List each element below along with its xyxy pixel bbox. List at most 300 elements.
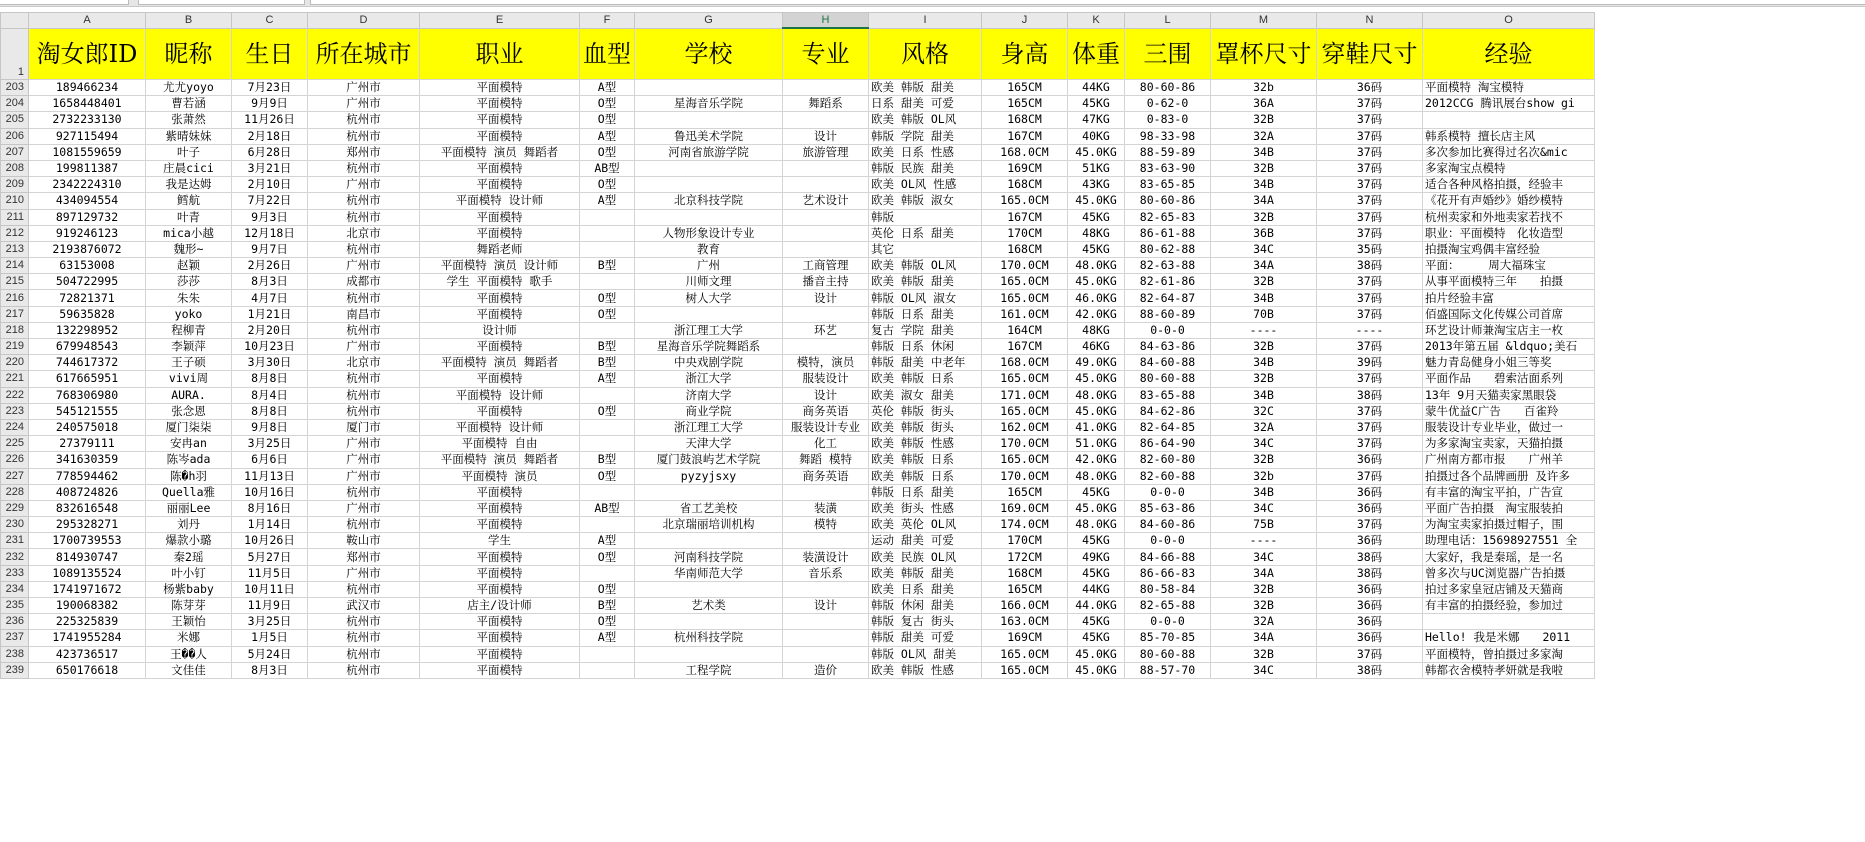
cell[interactable]: 服装设计专业 xyxy=(783,419,869,435)
cell[interactable]: 86-66-83 xyxy=(1125,565,1211,581)
cell[interactable]: 168.0CM xyxy=(982,144,1068,160)
cell[interactable]: 169CM xyxy=(982,630,1068,646)
cell[interactable]: 平面模特 自由 xyxy=(420,436,580,452)
cell[interactable]: 85-70-85 xyxy=(1125,630,1211,646)
cell[interactable]: 欧美 韩版 性感 xyxy=(869,436,982,452)
cell[interactable]: 1月21日 xyxy=(232,306,308,322)
cell[interactable]: 9月3日 xyxy=(232,209,308,225)
cell[interactable]: 170.0CM xyxy=(982,436,1068,452)
cell[interactable] xyxy=(783,241,869,257)
cell[interactable]: 814930747 xyxy=(29,549,146,565)
cell[interactable]: 59635828 xyxy=(29,306,146,322)
cell[interactable]: 欧美 韩版 甜美 xyxy=(869,80,982,96)
cell[interactable]: O型 xyxy=(580,177,635,193)
cell[interactable]: 37码 xyxy=(1317,436,1423,452)
cell[interactable]: 平面模特 xyxy=(420,646,580,662)
cell[interactable]: 杭州市 xyxy=(308,646,420,662)
cell[interactable]: B型 xyxy=(580,258,635,274)
cell[interactable]: 165CM xyxy=(982,484,1068,500)
cell[interactable]: 韩版 民族 甜美 xyxy=(869,160,982,176)
cell[interactable]: 韩版 甜美 中老年 xyxy=(869,355,982,371)
row-header[interactable]: 233 xyxy=(1,565,29,581)
cell[interactable]: 服装设计 xyxy=(783,371,869,387)
header-cell[interactable]: 生日 xyxy=(232,28,308,80)
row-header[interactable]: 224 xyxy=(1,419,29,435)
cell[interactable]: 平面模特 xyxy=(420,209,580,225)
row-header[interactable]: 238 xyxy=(1,646,29,662)
cell[interactable]: Hello! 我是米娜 2011 xyxy=(1423,630,1595,646)
cell[interactable]: 星海音乐学院 xyxy=(635,96,783,112)
cell[interactable]: 165.0CM xyxy=(982,274,1068,290)
cell[interactable]: 34C xyxy=(1211,241,1317,257)
cell[interactable]: 38码 xyxy=(1317,258,1423,274)
cell[interactable]: 杭州卖家和外地卖家若找不 xyxy=(1423,209,1595,225)
cell[interactable]: 37码 xyxy=(1317,339,1423,355)
cell[interactable]: 12月18日 xyxy=(232,225,308,241)
header-cell[interactable]: 身高 xyxy=(982,28,1068,80)
cell[interactable]: 37码 xyxy=(1317,128,1423,144)
header-cell[interactable]: 学校 xyxy=(635,28,783,80)
cell[interactable]: 80-60-86 xyxy=(1125,80,1211,96)
cell[interactable]: 32B xyxy=(1211,112,1317,128)
cell[interactable]: 45.0KG xyxy=(1068,662,1125,678)
row-header[interactable]: 225 xyxy=(1,436,29,452)
cell[interactable] xyxy=(580,646,635,662)
cell[interactable]: 欧美 韩版 日系 xyxy=(869,468,982,484)
cell[interactable]: 省工艺美校 xyxy=(635,500,783,516)
cell[interactable]: 36A xyxy=(1211,96,1317,112)
cell[interactable]: 从事平面模特三年 拍摄 xyxy=(1423,274,1595,290)
cell[interactable]: 平面： 周大福珠宝 xyxy=(1423,258,1595,274)
cell[interactable]: 240575018 xyxy=(29,419,146,435)
cell[interactable]: 82-60-80 xyxy=(1125,452,1211,468)
cell[interactable]: 有丰富的拍摄经验，参加过 xyxy=(1423,598,1595,614)
cell[interactable]: 45KG xyxy=(1068,630,1125,646)
cell[interactable]: B型 xyxy=(580,598,635,614)
cell[interactable]: 34B xyxy=(1211,290,1317,306)
cell[interactable]: B型 xyxy=(580,355,635,371)
cell[interactable]: 45.0KG xyxy=(1068,193,1125,209)
cell[interactable]: 32B xyxy=(1211,339,1317,355)
cell[interactable]: 0-62-0 xyxy=(1125,96,1211,112)
column-header-o[interactable]: O xyxy=(1423,13,1595,29)
cell[interactable]: 832616548 xyxy=(29,500,146,516)
cell[interactable]: 9月8日 xyxy=(232,419,308,435)
cell[interactable]: 6月6日 xyxy=(232,452,308,468)
cell[interactable]: 11月5日 xyxy=(232,565,308,581)
cell[interactable]: 84-63-86 xyxy=(1125,339,1211,355)
cell[interactable]: 48.0KG xyxy=(1068,387,1125,403)
cell[interactable]: 丽丽Lee xyxy=(146,500,232,516)
cell[interactable]: 韩系模特 擅长店主风 xyxy=(1423,128,1595,144)
cell[interactable]: 170.0CM xyxy=(982,468,1068,484)
row-header[interactable]: 211 xyxy=(1,209,29,225)
cell[interactable]: 169.0CM xyxy=(982,500,1068,516)
cell[interactable]: 170.0CM xyxy=(982,258,1068,274)
cell[interactable]: 朱朱 xyxy=(146,290,232,306)
cell[interactable]: 45.0KG xyxy=(1068,144,1125,160)
cell[interactable]: 叶小钉 xyxy=(146,565,232,581)
cell[interactable]: 《花开有声婚纱》婚纱模特 xyxy=(1423,193,1595,209)
header-cell[interactable]: 淘女郎ID xyxy=(29,28,146,80)
cell[interactable]: 34C xyxy=(1211,436,1317,452)
cell[interactable]: 紫晴妹妹 xyxy=(146,128,232,144)
cell[interactable]: 2012CCG 腾讯展台show gi xyxy=(1423,96,1595,112)
cell[interactable] xyxy=(783,112,869,128)
cell[interactable]: 1月14日 xyxy=(232,517,308,533)
cell[interactable]: 北京市 xyxy=(308,355,420,371)
cell[interactable]: 919246123 xyxy=(29,225,146,241)
cell[interactable]: 80-62-88 xyxy=(1125,241,1211,257)
cell[interactable]: 浙江理工大学 xyxy=(635,322,783,338)
cell[interactable]: 5月24日 xyxy=(232,646,308,662)
cell[interactable]: 37码 xyxy=(1317,290,1423,306)
cell[interactable]: 1700739553 xyxy=(29,533,146,549)
cell[interactable]: 1741971672 xyxy=(29,581,146,597)
cell[interactable]: 川师文理 xyxy=(635,274,783,290)
cell[interactable] xyxy=(635,484,783,500)
cell[interactable]: 408724826 xyxy=(29,484,146,500)
cell[interactable]: 陈岑ada xyxy=(146,452,232,468)
cell[interactable]: 济南大学 xyxy=(635,387,783,403)
cell[interactable]: 平面模特 xyxy=(420,581,580,597)
cell[interactable]: 190068382 xyxy=(29,598,146,614)
cell[interactable]: 51.0KG xyxy=(1068,436,1125,452)
cell[interactable]: 平面模特 xyxy=(420,225,580,241)
cell[interactable]: 为多家淘宝卖家，天猫拍摄 xyxy=(1423,436,1595,452)
cell[interactable]: 广州市 xyxy=(308,80,420,96)
cell[interactable]: 168CM xyxy=(982,565,1068,581)
cell[interactable]: 80-60-88 xyxy=(1125,646,1211,662)
cell[interactable]: 45KG xyxy=(1068,96,1125,112)
cell[interactable]: 平面模特 xyxy=(420,290,580,306)
cell[interactable]: 40KG xyxy=(1068,128,1125,144)
cell[interactable]: 34C xyxy=(1211,662,1317,678)
cell[interactable]: 韩版 学院 甜美 xyxy=(869,128,982,144)
cell[interactable]: 广州 xyxy=(635,258,783,274)
cell[interactable]: 刘丹 xyxy=(146,517,232,533)
cell[interactable]: 32B xyxy=(1211,160,1317,176)
cell[interactable]: 星海音乐学院舞蹈系 xyxy=(635,339,783,355)
cell[interactable]: 86-61-88 xyxy=(1125,225,1211,241)
cell[interactable]: 36码 xyxy=(1317,598,1423,614)
cell[interactable]: 广州市 xyxy=(308,452,420,468)
cell[interactable] xyxy=(783,209,869,225)
header-cell[interactable]: 体重 xyxy=(1068,28,1125,80)
cell[interactable]: 鲁迅美术学院 xyxy=(635,128,783,144)
cell[interactable]: 广州市 xyxy=(308,258,420,274)
row-header[interactable]: 204 xyxy=(1,96,29,112)
cell[interactable]: 82-60-88 xyxy=(1125,468,1211,484)
cell[interactable]: 44KG xyxy=(1068,80,1125,96)
cell[interactable]: 郑州市 xyxy=(308,549,420,565)
cell[interactable] xyxy=(580,274,635,290)
cell[interactable]: 适合各种风格拍摄，经验丰 xyxy=(1423,177,1595,193)
cell[interactable]: 34C xyxy=(1211,549,1317,565)
cell[interactable]: 杭州市 xyxy=(308,614,420,630)
cell[interactable]: 45.0KG xyxy=(1068,274,1125,290)
cell[interactable]: 杭州市 xyxy=(308,209,420,225)
cell[interactable]: 165CM xyxy=(982,581,1068,597)
cell[interactable]: 32C xyxy=(1211,403,1317,419)
cell[interactable]: 杭州市 xyxy=(308,193,420,209)
row-header[interactable]: 218 xyxy=(1,322,29,338)
cell[interactable]: 88-57-70 xyxy=(1125,662,1211,678)
cell[interactable]: 安冉an xyxy=(146,436,232,452)
cell[interactable]: 43KG xyxy=(1068,177,1125,193)
cell[interactable]: 平面模特 演员 舞蹈者 xyxy=(420,452,580,468)
cell[interactable]: 10月23日 xyxy=(232,339,308,355)
cell[interactable]: 其它 xyxy=(869,241,982,257)
cell[interactable]: 英伦 韩版 街头 xyxy=(869,403,982,419)
cell[interactable]: 拍过多家皇冠店铺及天猫商 xyxy=(1423,581,1595,597)
cell[interactable]: 768306980 xyxy=(29,387,146,403)
cell[interactable]: 423736517 xyxy=(29,646,146,662)
cell[interactable]: 陈芽芽 xyxy=(146,598,232,614)
cell[interactable]: 韩版 OL风 甜美 xyxy=(869,646,982,662)
cell[interactable] xyxy=(783,306,869,322)
cell[interactable]: 广州市 xyxy=(308,436,420,452)
cell[interactable]: 37码 xyxy=(1317,306,1423,322)
cell[interactable]: 5月27日 xyxy=(232,549,308,565)
header-cell[interactable]: 职业 xyxy=(420,28,580,80)
cell[interactable]: 北京科技学院 xyxy=(635,193,783,209)
column-header-c[interactable]: C xyxy=(232,13,308,29)
cell[interactable]: 167CM xyxy=(982,339,1068,355)
row-header[interactable]: 205 xyxy=(1,112,29,128)
cell[interactable]: 45KG xyxy=(1068,565,1125,581)
cell[interactable]: 75B xyxy=(1211,517,1317,533)
cell[interactable]: 37码 xyxy=(1317,96,1423,112)
cell[interactable]: 36码 xyxy=(1317,614,1423,630)
cell[interactable]: 鳕航 xyxy=(146,193,232,209)
cell[interactable] xyxy=(783,80,869,96)
cell[interactable]: 张念恩 xyxy=(146,403,232,419)
cell[interactable] xyxy=(635,646,783,662)
cell[interactable]: 2732233130 xyxy=(29,112,146,128)
cell[interactable]: 3月25日 xyxy=(232,436,308,452)
cell[interactable]: 平面模特 xyxy=(420,128,580,144)
column-header-f[interactable]: F xyxy=(580,13,635,29)
row-header[interactable]: 226 xyxy=(1,452,29,468)
cell[interactable]: 3月21日 xyxy=(232,160,308,176)
cell[interactable]: 70B xyxy=(1211,306,1317,322)
cell[interactable]: 45.0KG xyxy=(1068,500,1125,516)
cell[interactable]: 45KG xyxy=(1068,533,1125,549)
cell[interactable]: 平面作品 碧索沽面系列 xyxy=(1423,371,1595,387)
cell[interactable]: 广州市 xyxy=(308,177,420,193)
cell[interactable]: 2月10日 xyxy=(232,177,308,193)
cell[interactable]: 树人大学 xyxy=(635,290,783,306)
cell[interactable]: 尤尤yoyo xyxy=(146,80,232,96)
cell[interactable]: 莎莎 xyxy=(146,274,232,290)
cell[interactable]: 南昌市 xyxy=(308,306,420,322)
cell[interactable]: 37码 xyxy=(1317,160,1423,176)
cell[interactable]: 设计 xyxy=(783,598,869,614)
cell[interactable] xyxy=(635,533,783,549)
cell[interactable]: O型 xyxy=(580,96,635,112)
cell[interactable]: 45KG xyxy=(1068,484,1125,500)
cell[interactable]: 浙江理工大学 xyxy=(635,419,783,435)
cell[interactable]: 王��人 xyxy=(146,646,232,662)
cell[interactable] xyxy=(783,646,869,662)
cell[interactable]: 模特，演员 xyxy=(783,355,869,371)
cell[interactable]: 平面模特 xyxy=(420,403,580,419)
cell[interactable]: 48.0KG xyxy=(1068,468,1125,484)
cell[interactable]: 欧美 韩版 甜美 xyxy=(869,274,982,290)
cell[interactable]: 72821371 xyxy=(29,290,146,306)
cell[interactable]: 平面模特 xyxy=(420,112,580,128)
cell[interactable]: 河南省旅游学院 xyxy=(635,144,783,160)
cell[interactable]: 华南师范大学 xyxy=(635,565,783,581)
cell[interactable]: 10月16日 xyxy=(232,484,308,500)
cell[interactable]: 45.0KG xyxy=(1068,403,1125,419)
row-header[interactable]: 219 xyxy=(1,339,29,355)
row-header[interactable]: 228 xyxy=(1,484,29,500)
cell[interactable] xyxy=(783,177,869,193)
cell[interactable]: 程柳青 xyxy=(146,322,232,338)
cell[interactable] xyxy=(783,484,869,500)
cell[interactable]: 34C xyxy=(1211,500,1317,516)
cell[interactable]: 7月23日 xyxy=(232,80,308,96)
cell[interactable]: 杨紫baby xyxy=(146,581,232,597)
cell[interactable]: 34B xyxy=(1211,144,1317,160)
cell[interactable]: 杭州市 xyxy=(308,241,420,257)
cell[interactable]: B型 xyxy=(580,339,635,355)
cell[interactable]: 杭州市 xyxy=(308,581,420,597)
cell[interactable]: 魅力青岛健身小姐三等奖 xyxy=(1423,355,1595,371)
cell[interactable]: 欧美 韩版 性感 xyxy=(869,662,982,678)
cell[interactable]: 84-62-86 xyxy=(1125,403,1211,419)
cell[interactable]: O型 xyxy=(580,144,635,160)
row-header[interactable]: 208 xyxy=(1,160,29,176)
row-header[interactable]: 234 xyxy=(1,581,29,597)
cell[interactable]: 叶青 xyxy=(146,209,232,225)
cell[interactable]: 32A xyxy=(1211,128,1317,144)
cell[interactable]: 8月4日 xyxy=(232,387,308,403)
cell[interactable]: 1741955284 xyxy=(29,630,146,646)
cell[interactable]: 37码 xyxy=(1317,225,1423,241)
cell[interactable]: 杭州市 xyxy=(308,112,420,128)
cell[interactable]: 82-61-86 xyxy=(1125,274,1211,290)
cell[interactable]: 34B xyxy=(1211,355,1317,371)
cell[interactable]: 39码 xyxy=(1317,355,1423,371)
cell[interactable]: 32B xyxy=(1211,646,1317,662)
cell[interactable]: 36码 xyxy=(1317,533,1423,549)
cell[interactable]: 897129732 xyxy=(29,209,146,225)
cell[interactable]: 48KG xyxy=(1068,225,1125,241)
cell[interactable] xyxy=(783,533,869,549)
cell[interactable]: 运动 甜美 可爱 xyxy=(869,533,982,549)
cell[interactable]: 欧美 民族 OL风 xyxy=(869,549,982,565)
cell[interactable]: 13年 9月天猫卖家黑眼袋 xyxy=(1423,387,1595,403)
cell[interactable]: 169CM xyxy=(982,160,1068,176)
cell[interactable]: 杭州市 xyxy=(308,128,420,144)
cell[interactable]: 欧美 日系 甜美 xyxy=(869,581,982,597)
cell[interactable]: 6月28日 xyxy=(232,144,308,160)
cell[interactable]: 平面模特 xyxy=(420,339,580,355)
cell[interactable]: 165.0CM xyxy=(982,371,1068,387)
cell[interactable]: 英伦 日系 甜美 xyxy=(869,225,982,241)
cell[interactable]: 韩都衣舍模特孝妍就是我啦 xyxy=(1423,662,1595,678)
cell[interactable]: 168CM xyxy=(982,177,1068,193)
cell[interactable]: 平面模特，曾拍摄过多家淘 xyxy=(1423,646,1595,662)
cell[interactable]: 北京瑞丽培训机构 xyxy=(635,517,783,533)
cell[interactable]: 欧美 OL风 性感 xyxy=(869,177,982,193)
header-cell[interactable]: 经验 xyxy=(1423,28,1595,80)
cell[interactable]: 大家好，我是秦瑶，是一名 xyxy=(1423,549,1595,565)
cell[interactable]: 48KG xyxy=(1068,322,1125,338)
cell[interactable]: 欧美 韩版 OL风 xyxy=(869,258,982,274)
cell[interactable]: 37码 xyxy=(1317,177,1423,193)
column-header-i[interactable]: I xyxy=(869,13,982,29)
cell[interactable]: 36码 xyxy=(1317,80,1423,96)
cell[interactable]: 2月26日 xyxy=(232,258,308,274)
cell[interactable] xyxy=(783,614,869,630)
cell[interactable]: 83-63-90 xyxy=(1125,160,1211,176)
cell[interactable]: 37码 xyxy=(1317,144,1423,160)
cell[interactable]: 168CM xyxy=(982,112,1068,128)
row-header[interactable]: 222 xyxy=(1,387,29,403)
cell[interactable]: 成都市 xyxy=(308,274,420,290)
cell[interactable]: 49.0KG xyxy=(1068,355,1125,371)
cell[interactable]: 0-0-0 xyxy=(1125,484,1211,500)
cell[interactable]: O型 xyxy=(580,581,635,597)
cell[interactable]: 32B xyxy=(1211,371,1317,387)
cell[interactable]: 11月9日 xyxy=(232,598,308,614)
cell[interactable]: 杭州市 xyxy=(308,371,420,387)
cell[interactable]: 8月16日 xyxy=(232,500,308,516)
cell[interactable]: 48.0KG xyxy=(1068,517,1125,533)
cell[interactable]: 模特 xyxy=(783,517,869,533)
cell[interactable]: 84-60-88 xyxy=(1125,355,1211,371)
cell[interactable]: 8月8日 xyxy=(232,371,308,387)
cell[interactable]: 34B xyxy=(1211,177,1317,193)
cell[interactable]: 38码 xyxy=(1317,565,1423,581)
cell[interactable]: 41.0KG xyxy=(1068,419,1125,435)
cell[interactable]: 170CM xyxy=(982,225,1068,241)
cell[interactable]: 厦门鼓浪屿艺术学院 xyxy=(635,452,783,468)
cell[interactable]: 2342224310 xyxy=(29,177,146,193)
cell[interactable]: 170CM xyxy=(982,533,1068,549)
cell[interactable]: 工程学院 xyxy=(635,662,783,678)
cell[interactable]: 赵颖 xyxy=(146,258,232,274)
row-header[interactable]: 229 xyxy=(1,500,29,516)
cell[interactable]: 平面模特 xyxy=(420,565,580,581)
cell[interactable]: 38码 xyxy=(1317,549,1423,565)
cell[interactable]: 杭州市 xyxy=(308,403,420,419)
cell[interactable]: 545121555 xyxy=(29,403,146,419)
cell[interactable]: 36码 xyxy=(1317,484,1423,500)
cell[interactable]: 2月18日 xyxy=(232,128,308,144)
cell[interactable]: 韩版 日系 休闲 xyxy=(869,339,982,355)
cell[interactable]: 84-60-86 xyxy=(1125,517,1211,533)
cell[interactable]: 浙江大学 xyxy=(635,371,783,387)
cell[interactable]: 2193876072 xyxy=(29,241,146,257)
cell[interactable]: 厦门市 xyxy=(308,419,420,435)
cell[interactable]: A型 xyxy=(580,630,635,646)
cell[interactable]: 日系 甜美 可爱 xyxy=(869,96,982,112)
cell[interactable]: O型 xyxy=(580,112,635,128)
row-header[interactable]: 212 xyxy=(1,225,29,241)
cell[interactable]: 艺术类 xyxy=(635,598,783,614)
cell[interactable]: 平面模特 xyxy=(420,96,580,112)
cell[interactable]: 化工 xyxy=(783,436,869,452)
cell[interactable]: 34B xyxy=(1211,387,1317,403)
cell[interactable]: 174.0CM xyxy=(982,517,1068,533)
cell[interactable]: 文佳佳 xyxy=(146,662,232,678)
cell[interactable]: 环艺设计师兼淘宝店主一枚 xyxy=(1423,322,1595,338)
